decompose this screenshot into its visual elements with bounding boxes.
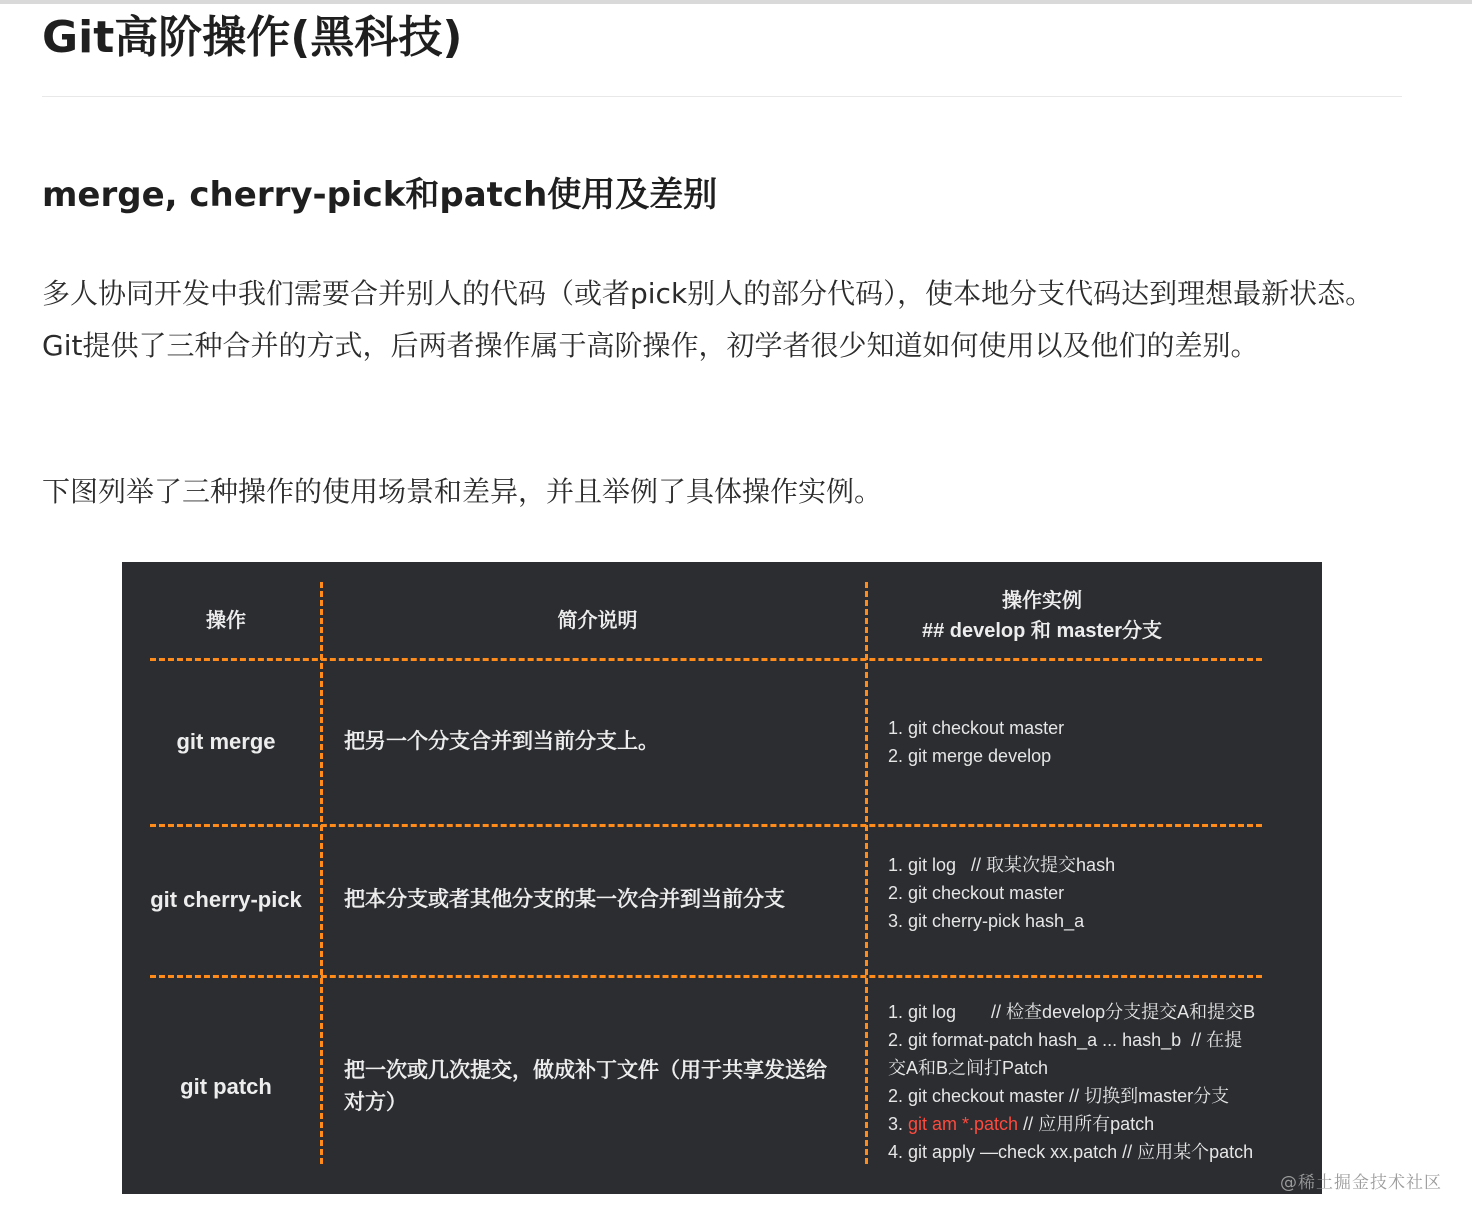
top-border xyxy=(0,0,1472,4)
row-merge-description: 把另一个分支合并到当前分支上。 xyxy=(344,730,659,753)
row-patch-description: 把一次或几次提交，做成补丁文件（用于共享发送给对方） xyxy=(344,1059,827,1114)
watermark: @稀土掘金技术社区 xyxy=(1280,1173,1442,1193)
figure-intro-paragraph: 下图列举了三种操作的使用场景和差异，并且举例了具体操作实例。 xyxy=(42,475,883,508)
example-step xyxy=(888,1110,1154,1138)
example-step: 2. git checkout master xyxy=(888,883,1065,903)
comparison-figure xyxy=(122,562,1322,1194)
title-divider xyxy=(42,96,1402,97)
header-example xyxy=(872,576,1212,656)
row-cherry-pick-description: 把本分支或者其他分支的某一次合并到当前分支 xyxy=(344,888,785,911)
example-step: 2. git merge develop xyxy=(888,746,1052,766)
example-step: 1. git log // 检查develop分支提交A和提交B xyxy=(888,1002,1256,1022)
step-prefix: 3. xyxy=(888,1114,909,1134)
example-step-continued: 交A和B之间打Patch xyxy=(888,1058,1049,1078)
example-step: 2. git checkout master // 切换到master分支 xyxy=(888,1086,1230,1106)
header-operation: 操作 xyxy=(206,609,246,632)
example-step: 1. git checkout master xyxy=(888,718,1065,738)
highlighted-command: git am *.patch xyxy=(908,1114,1019,1134)
row-merge-example xyxy=(888,662,1308,822)
row-merge-operation: git merge xyxy=(176,729,276,754)
row-divider xyxy=(150,975,1262,978)
header-example-subtitle: ## develop 和 master分支 xyxy=(921,620,1163,642)
intro-paragraph: 多人协同开发中我们需要合并别人的代码（或者pick别人的部分代码），使本地分支代码达到理想最新状态。Git提供了三种合并的方式，后两者操作属于高阶操作，初学者很少知道如何使用以及他们的差别。 xyxy=(42,277,1374,362)
header-description: 简介说明 xyxy=(557,609,638,632)
example-step: 1. git log // 取某次提交hash xyxy=(888,855,1116,875)
header-example-title: 操作实例 xyxy=(1002,590,1082,612)
example-step: 4. git apply —check xx.patch // 应用某个patch xyxy=(888,1142,1254,1162)
row-divider xyxy=(150,824,1262,827)
row-patch-example xyxy=(888,998,1322,1188)
row-divider xyxy=(150,658,1262,661)
section-heading: merge, cherry-pick和patch使用及差别 xyxy=(42,175,718,215)
column-divider xyxy=(865,582,868,1164)
example-step: 2. git format-patch hash_a ... hash_b // 在提 xyxy=(888,1030,1243,1050)
row-cherry-pick-example xyxy=(888,828,1308,958)
step-comment: // 应用所有patch xyxy=(1018,1114,1155,1134)
row-cherry-pick-operation: git cherry-pick xyxy=(150,887,302,912)
row-patch-operation: git patch xyxy=(180,1074,272,1099)
page-title: Git高阶操作(黑科技) xyxy=(42,12,463,63)
example-step: 3. git cherry-pick hash_a xyxy=(888,911,1085,931)
